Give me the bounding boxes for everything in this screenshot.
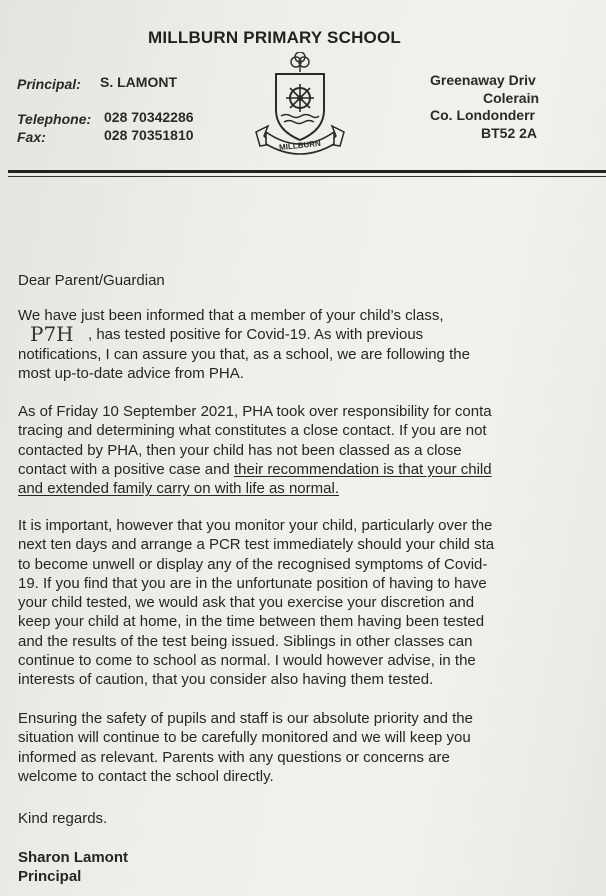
paragraph-2-line: tracing and determining what constitutes a close contact. If you are not [18,422,487,440]
handwritten-class-name: P7H [30,322,74,346]
crest-banner-text: MILLBURN [278,138,322,153]
paragraph-4 [18,709,606,786]
paragraph-2-plain-text: contact with a positive case and [18,460,234,478]
telephone-label: Telephone: [17,111,92,127]
paragraph-3-line: continue to come to school as normal. I would however advise, in the [18,652,476,670]
paragraph-3-line: and the results of the test being issued. Siblings in other classes can [18,632,473,650]
paragraph-3-line: your child tested, we would ask that you exercise your discretion and [18,594,475,612]
telephone-value: 028 70342286 [104,109,194,125]
paragraph-1-line: We have just been informed that a member of your child’s class, [18,307,444,324]
paragraph-1 [18,306,606,383]
address-line-1: Greenaway Driv [430,72,536,88]
salutation: Dear Parent/Guardian [18,272,165,289]
paragraph-4-line: welcome to contact the school directly. [18,767,274,785]
paragraph-3-line: 19. If you find that you are in the unfortunate position of having to have [18,574,487,592]
paragraph-1-line: most up-to-date advice from PHA. [18,364,244,382]
school-crest-icon [254,52,346,158]
paragraph-4-line: situation will continue to be carefully monitored and we will keep you [18,729,471,747]
signatory-name: Sharon Lamont [18,849,129,866]
paragraph-4-line: Ensuring the safety of pupils and staff is our absolute priority and the [18,710,473,727]
fax-value: 028 70351810 [104,127,194,143]
paragraph-1-line: , has tested positive for Covid-19. As with previous [88,326,424,344]
principal-name: S. LAMONT [100,74,177,90]
principal-label: Principal: [17,76,81,92]
paragraph-2-line: contacted by PHA, then your child has not been classed as a close [18,441,462,459]
paragraph-3 [18,516,606,690]
paragraph-3-line: next ten days and arrange a PCR test immediately should your child sta [18,536,495,554]
signatory-title: Principal [18,868,82,885]
address-line-4: BT52 2A [481,125,538,141]
recommendation-underlined: their recommendation is that your child [233,460,492,478]
address-line-2: Colerain [483,90,540,106]
paragraph-3-line: interests of caution, that you consider also having them tested. [18,671,434,689]
paragraph-2-line: As of Friday 10 September 2021, PHA took over responsibility for conta [18,403,492,420]
paragraph-3-line: keep your child at home, in the time between them having been tested [18,613,485,631]
paragraph-2 [18,402,606,498]
recommendation-underlined: and extended family carry on with life as normal. [18,480,339,498]
paragraph-2-line [18,460,606,479]
header-divider-thick [8,170,606,173]
paragraph-3-line: It is important, however that you monitor your child, particularly over the [18,517,493,534]
header-divider-thin [8,176,606,177]
address-line-3: Co. Londonderr [430,107,535,123]
fax-label: Fax: [17,129,46,145]
paragraph-4-line: informed as relevant. Parents with any questions or concerns are [18,748,450,766]
paragraph-1-line: notifications, I can assure you that, as a school, we are following the [18,345,470,363]
closing: Kind regards. [18,810,108,827]
school-name: MILLBURN PRIMARY SCHOOL [148,28,401,47]
paragraph-3-line: to become unwell or display any of the recognised symptoms of Covid- [18,555,488,573]
